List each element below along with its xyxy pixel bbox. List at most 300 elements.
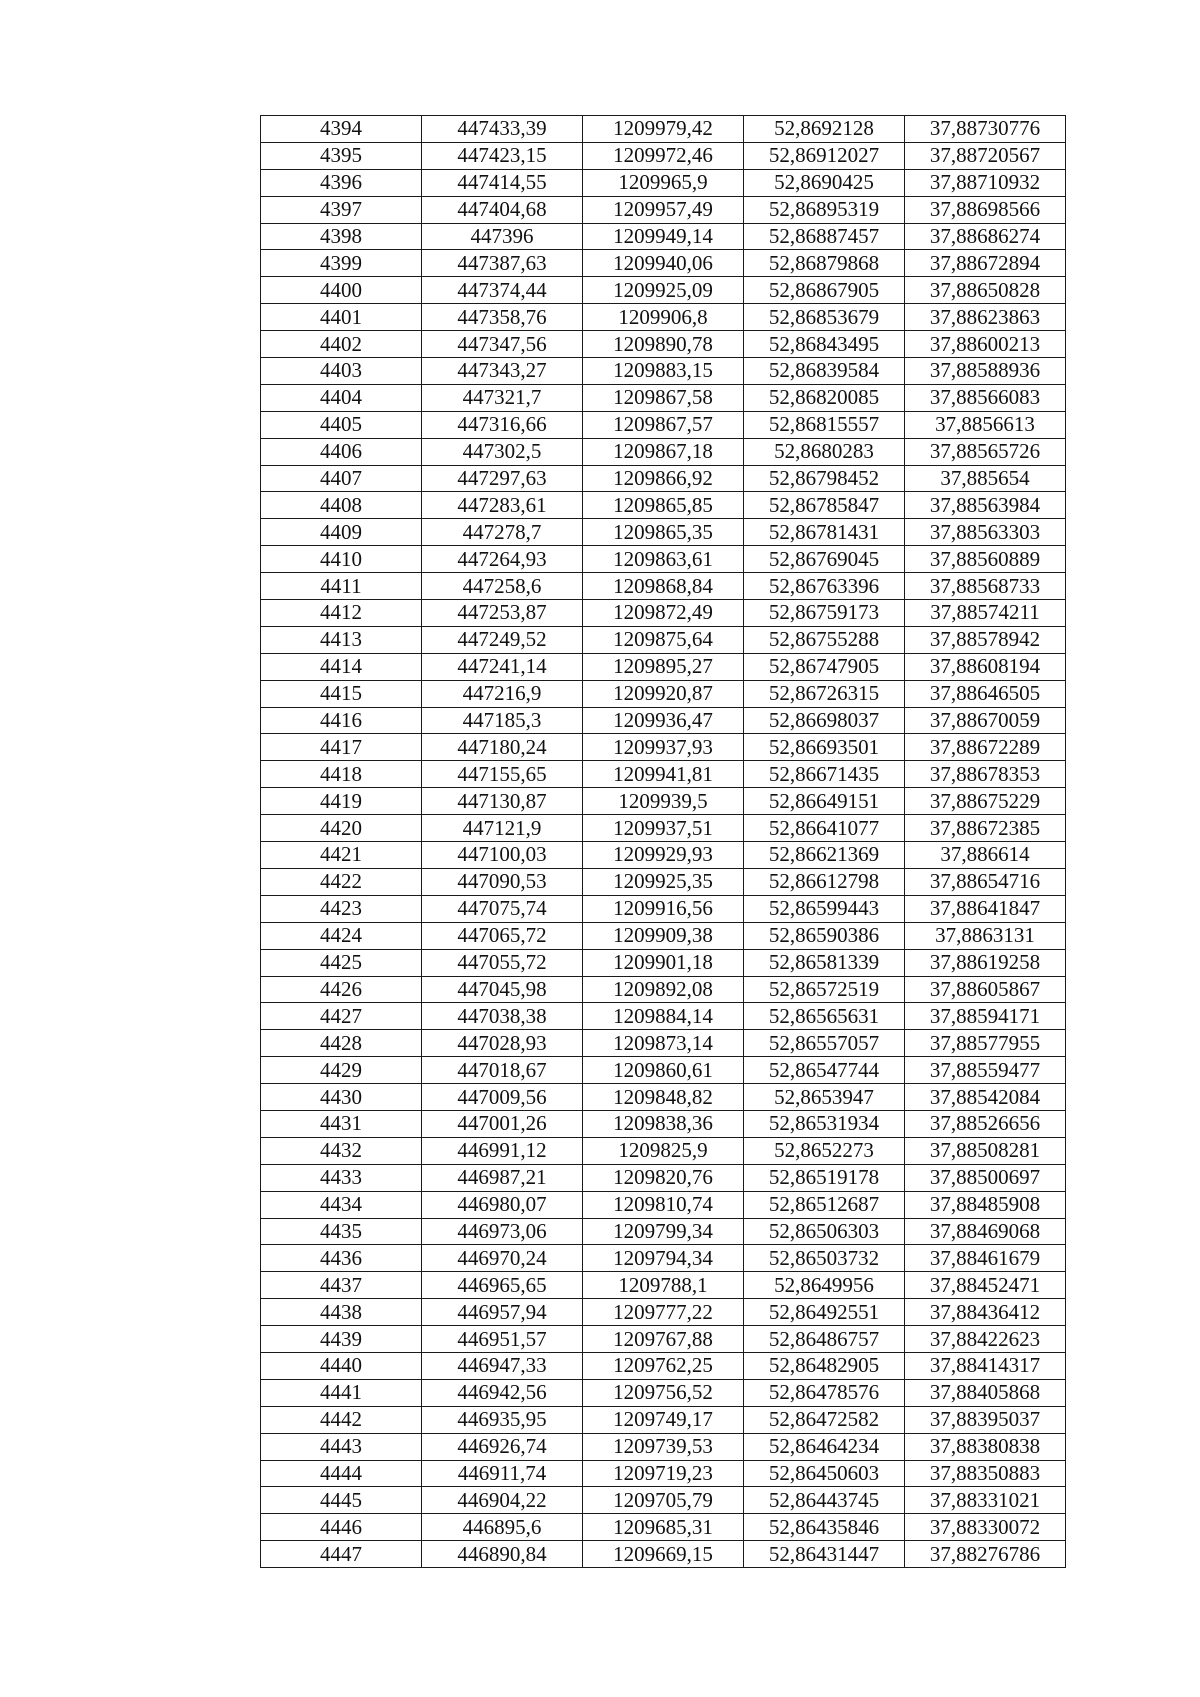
latitude-cell: 52,86879868 (744, 250, 905, 277)
y-coordinate-cell: 1209901,18 (583, 949, 744, 976)
table-row (261, 1003, 1066, 1030)
table-row (261, 1164, 1066, 1191)
x-coordinate-cell: 446935,95 (422, 1406, 583, 1433)
y-coordinate-cell: 1209788,1 (583, 1272, 744, 1299)
latitude-cell: 52,86482905 (744, 1352, 905, 1379)
table-row (261, 761, 1066, 788)
y-coordinate-cell: 1209872,49 (583, 600, 744, 627)
y-coordinate-cell: 1209756,52 (583, 1379, 744, 1406)
point-number-cell: 4442 (261, 1406, 422, 1433)
x-coordinate-cell: 447121,9 (422, 815, 583, 842)
table-row (261, 842, 1066, 869)
x-coordinate-cell: 446965,65 (422, 1272, 583, 1299)
coordinates-table-body (261, 116, 1066, 1568)
x-coordinate-cell: 447065,72 (422, 922, 583, 949)
longitude-cell: 37,88675229 (905, 788, 1066, 815)
y-coordinate-cell: 1209949,14 (583, 223, 744, 250)
table-row (261, 116, 1066, 143)
y-coordinate-cell: 1209890,78 (583, 331, 744, 358)
x-coordinate-cell: 447302,5 (422, 438, 583, 465)
table-row (261, 1299, 1066, 1326)
latitude-cell: 52,8680283 (744, 438, 905, 465)
y-coordinate-cell: 1209939,5 (583, 788, 744, 815)
latitude-cell: 52,86478576 (744, 1379, 905, 1406)
longitude-cell: 37,88331021 (905, 1487, 1066, 1514)
latitude-cell: 52,8649956 (744, 1272, 905, 1299)
table-row (261, 1191, 1066, 1218)
x-coordinate-cell: 447009,56 (422, 1084, 583, 1111)
latitude-cell: 52,86887457 (744, 223, 905, 250)
latitude-cell: 52,86726315 (744, 680, 905, 707)
point-number-cell: 4418 (261, 761, 422, 788)
table-row (261, 1057, 1066, 1084)
y-coordinate-cell: 1209929,93 (583, 842, 744, 869)
y-coordinate-cell: 1209895,27 (583, 653, 744, 680)
y-coordinate-cell: 1209937,51 (583, 815, 744, 842)
latitude-cell: 52,86621369 (744, 842, 905, 869)
table-row (261, 169, 1066, 196)
table-row (261, 438, 1066, 465)
longitude-cell: 37,88566083 (905, 384, 1066, 411)
x-coordinate-cell: 447374,44 (422, 277, 583, 304)
y-coordinate-cell: 1209957,49 (583, 196, 744, 223)
table-row (261, 1272, 1066, 1299)
latitude-cell: 52,86443745 (744, 1487, 905, 1514)
table-row (261, 519, 1066, 546)
longitude-cell: 37,88710932 (905, 169, 1066, 196)
point-number-cell: 4427 (261, 1003, 422, 1030)
longitude-cell: 37,88422623 (905, 1326, 1066, 1353)
y-coordinate-cell: 1209762,25 (583, 1352, 744, 1379)
latitude-cell: 52,86815557 (744, 411, 905, 438)
table-row (261, 1379, 1066, 1406)
latitude-cell: 52,86895319 (744, 196, 905, 223)
point-number-cell: 4437 (261, 1272, 422, 1299)
y-coordinate-cell: 1209867,58 (583, 384, 744, 411)
table-row (261, 492, 1066, 519)
point-number-cell: 4440 (261, 1352, 422, 1379)
longitude-cell: 37,885654 (905, 465, 1066, 492)
coordinates-table (260, 115, 1066, 1568)
longitude-cell: 37,88623863 (905, 304, 1066, 331)
x-coordinate-cell: 447018,67 (422, 1057, 583, 1084)
longitude-cell: 37,88542084 (905, 1084, 1066, 1111)
longitude-cell: 37,88469068 (905, 1218, 1066, 1245)
longitude-cell: 37,88605867 (905, 976, 1066, 1003)
longitude-cell: 37,8856613 (905, 411, 1066, 438)
table-row (261, 707, 1066, 734)
x-coordinate-cell: 447347,56 (422, 331, 583, 358)
table-row (261, 196, 1066, 223)
y-coordinate-cell: 1209940,06 (583, 250, 744, 277)
longitude-cell: 37,88565726 (905, 438, 1066, 465)
table-row (261, 331, 1066, 358)
table-row (261, 1433, 1066, 1460)
latitude-cell: 52,8690425 (744, 169, 905, 196)
y-coordinate-cell: 1209810,74 (583, 1191, 744, 1218)
table-row (261, 868, 1066, 895)
x-coordinate-cell: 447028,93 (422, 1030, 583, 1057)
point-number-cell: 4443 (261, 1433, 422, 1460)
point-number-cell: 4399 (261, 250, 422, 277)
x-coordinate-cell: 446895,6 (422, 1514, 583, 1541)
longitude-cell: 37,88698566 (905, 196, 1066, 223)
x-coordinate-cell: 447241,14 (422, 653, 583, 680)
y-coordinate-cell: 1209892,08 (583, 976, 744, 1003)
point-number-cell: 4415 (261, 680, 422, 707)
x-coordinate-cell: 447045,98 (422, 976, 583, 1003)
table-row (261, 922, 1066, 949)
y-coordinate-cell: 1209705,79 (583, 1487, 744, 1514)
point-number-cell: 4425 (261, 949, 422, 976)
y-coordinate-cell: 1209965,9 (583, 169, 744, 196)
table-row (261, 653, 1066, 680)
x-coordinate-cell: 447100,03 (422, 842, 583, 869)
x-coordinate-cell: 447185,3 (422, 707, 583, 734)
longitude-cell: 37,886614 (905, 842, 1066, 869)
y-coordinate-cell: 1209866,92 (583, 465, 744, 492)
point-number-cell: 4424 (261, 922, 422, 949)
table-row (261, 1245, 1066, 1272)
latitude-cell: 52,86519178 (744, 1164, 905, 1191)
point-number-cell: 4407 (261, 465, 422, 492)
point-number-cell: 4434 (261, 1191, 422, 1218)
point-number-cell: 4444 (261, 1460, 422, 1487)
longitude-cell: 37,8863131 (905, 922, 1066, 949)
y-coordinate-cell: 1209848,82 (583, 1084, 744, 1111)
longitude-cell: 37,88461679 (905, 1245, 1066, 1272)
latitude-cell: 52,86599443 (744, 895, 905, 922)
point-number-cell: 4429 (261, 1057, 422, 1084)
y-coordinate-cell: 1209972,46 (583, 142, 744, 169)
point-number-cell: 4419 (261, 788, 422, 815)
y-coordinate-cell: 1209868,84 (583, 573, 744, 600)
x-coordinate-cell: 447283,61 (422, 492, 583, 519)
table-row (261, 223, 1066, 250)
table-row (261, 788, 1066, 815)
longitude-cell: 37,88730776 (905, 116, 1066, 143)
longitude-cell: 37,88330072 (905, 1514, 1066, 1541)
table-row (261, 1137, 1066, 1164)
point-number-cell: 4410 (261, 546, 422, 573)
table-row (261, 734, 1066, 761)
longitude-cell: 37,88600213 (905, 331, 1066, 358)
latitude-cell: 52,86464234 (744, 1433, 905, 1460)
longitude-cell: 37,88641847 (905, 895, 1066, 922)
table-row (261, 1326, 1066, 1353)
table-row (261, 384, 1066, 411)
table-row (261, 1460, 1066, 1487)
latitude-cell: 52,8692128 (744, 116, 905, 143)
x-coordinate-cell: 447343,27 (422, 358, 583, 385)
point-number-cell: 4430 (261, 1084, 422, 1111)
point-number-cell: 4433 (261, 1164, 422, 1191)
longitude-cell: 37,88686274 (905, 223, 1066, 250)
x-coordinate-cell: 447001,26 (422, 1110, 583, 1137)
point-number-cell: 4405 (261, 411, 422, 438)
x-coordinate-cell: 447075,74 (422, 895, 583, 922)
point-number-cell: 4402 (261, 331, 422, 358)
y-coordinate-cell: 1209884,14 (583, 1003, 744, 1030)
longitude-cell: 37,88563984 (905, 492, 1066, 519)
x-coordinate-cell: 447278,7 (422, 519, 583, 546)
point-number-cell: 4439 (261, 1326, 422, 1353)
longitude-cell: 37,88350883 (905, 1460, 1066, 1487)
table-row (261, 680, 1066, 707)
point-number-cell: 4395 (261, 142, 422, 169)
latitude-cell: 52,86755288 (744, 626, 905, 653)
point-number-cell: 4408 (261, 492, 422, 519)
x-coordinate-cell: 446973,06 (422, 1218, 583, 1245)
x-coordinate-cell: 447258,6 (422, 573, 583, 600)
point-number-cell: 4409 (261, 519, 422, 546)
longitude-cell: 37,88672289 (905, 734, 1066, 761)
x-coordinate-cell: 446890,84 (422, 1541, 583, 1568)
longitude-cell: 37,88560889 (905, 546, 1066, 573)
y-coordinate-cell: 1209867,57 (583, 411, 744, 438)
latitude-cell: 52,86503732 (744, 1245, 905, 1272)
y-coordinate-cell: 1209883,15 (583, 358, 744, 385)
y-coordinate-cell: 1209916,56 (583, 895, 744, 922)
x-coordinate-cell: 447090,53 (422, 868, 583, 895)
x-coordinate-cell: 447387,63 (422, 250, 583, 277)
longitude-cell: 37,88650828 (905, 277, 1066, 304)
x-coordinate-cell: 446942,56 (422, 1379, 583, 1406)
point-number-cell: 4397 (261, 196, 422, 223)
y-coordinate-cell: 1209925,09 (583, 277, 744, 304)
latitude-cell: 52,86785847 (744, 492, 905, 519)
latitude-cell: 52,86557057 (744, 1030, 905, 1057)
latitude-cell: 52,86912027 (744, 142, 905, 169)
x-coordinate-cell: 447433,39 (422, 116, 583, 143)
point-number-cell: 4428 (261, 1030, 422, 1057)
point-number-cell: 4438 (261, 1299, 422, 1326)
latitude-cell: 52,86747905 (744, 653, 905, 680)
longitude-cell: 37,88568733 (905, 573, 1066, 600)
y-coordinate-cell: 1209875,64 (583, 626, 744, 653)
latitude-cell: 52,86759173 (744, 600, 905, 627)
latitude-cell: 52,86492551 (744, 1299, 905, 1326)
point-number-cell: 4406 (261, 438, 422, 465)
point-number-cell: 4441 (261, 1379, 422, 1406)
latitude-cell: 52,86698037 (744, 707, 905, 734)
longitude-cell: 37,88577955 (905, 1030, 1066, 1057)
table-row (261, 1110, 1066, 1137)
table-row (261, 895, 1066, 922)
longitude-cell: 37,88670059 (905, 707, 1066, 734)
point-number-cell: 4411 (261, 573, 422, 600)
x-coordinate-cell: 447038,38 (422, 1003, 583, 1030)
longitude-cell: 37,88678353 (905, 761, 1066, 788)
x-coordinate-cell: 447423,15 (422, 142, 583, 169)
x-coordinate-cell: 447130,87 (422, 788, 583, 815)
latitude-cell: 52,86431447 (744, 1541, 905, 1568)
longitude-cell: 37,88578942 (905, 626, 1066, 653)
table-row (261, 1030, 1066, 1057)
latitude-cell: 52,86763396 (744, 573, 905, 600)
latitude-cell: 52,86472582 (744, 1406, 905, 1433)
latitude-cell: 52,86693501 (744, 734, 905, 761)
y-coordinate-cell: 1209685,31 (583, 1514, 744, 1541)
table-row (261, 304, 1066, 331)
point-number-cell: 4421 (261, 842, 422, 869)
point-number-cell: 4416 (261, 707, 422, 734)
table-row (261, 949, 1066, 976)
y-coordinate-cell: 1209777,22 (583, 1299, 744, 1326)
longitude-cell: 37,88574211 (905, 600, 1066, 627)
table-row (261, 277, 1066, 304)
latitude-cell: 52,86506303 (744, 1218, 905, 1245)
x-coordinate-cell: 446991,12 (422, 1137, 583, 1164)
x-coordinate-cell: 447316,66 (422, 411, 583, 438)
y-coordinate-cell: 1209739,53 (583, 1433, 744, 1460)
point-number-cell: 4394 (261, 116, 422, 143)
y-coordinate-cell: 1209937,93 (583, 734, 744, 761)
longitude-cell: 37,88672385 (905, 815, 1066, 842)
table-row (261, 1541, 1066, 1568)
longitude-cell: 37,88436412 (905, 1299, 1066, 1326)
x-coordinate-cell: 447264,93 (422, 546, 583, 573)
longitude-cell: 37,88508281 (905, 1137, 1066, 1164)
y-coordinate-cell: 1209865,85 (583, 492, 744, 519)
y-coordinate-cell: 1209936,47 (583, 707, 744, 734)
table-row (261, 142, 1066, 169)
point-number-cell: 4413 (261, 626, 422, 653)
longitude-cell: 37,88500697 (905, 1164, 1066, 1191)
point-number-cell: 4420 (261, 815, 422, 842)
latitude-cell: 52,86581339 (744, 949, 905, 976)
point-number-cell: 4422 (261, 868, 422, 895)
longitude-cell: 37,88485908 (905, 1191, 1066, 1218)
y-coordinate-cell: 1209767,88 (583, 1326, 744, 1353)
longitude-cell: 37,88380838 (905, 1433, 1066, 1460)
y-coordinate-cell: 1209920,87 (583, 680, 744, 707)
table-row (261, 976, 1066, 1003)
y-coordinate-cell: 1209820,76 (583, 1164, 744, 1191)
latitude-cell: 52,8652273 (744, 1137, 905, 1164)
longitude-cell: 37,88608194 (905, 653, 1066, 680)
latitude-cell: 52,86572519 (744, 976, 905, 1003)
x-coordinate-cell: 447055,72 (422, 949, 583, 976)
point-number-cell: 4400 (261, 277, 422, 304)
table-row (261, 1514, 1066, 1541)
latitude-cell: 52,86839584 (744, 358, 905, 385)
y-coordinate-cell: 1209925,35 (583, 868, 744, 895)
x-coordinate-cell: 446926,74 (422, 1433, 583, 1460)
point-number-cell: 4446 (261, 1514, 422, 1541)
table-row (261, 600, 1066, 627)
longitude-cell: 37,88646505 (905, 680, 1066, 707)
y-coordinate-cell: 1209865,35 (583, 519, 744, 546)
y-coordinate-cell: 1209799,34 (583, 1218, 744, 1245)
latitude-cell: 52,86450603 (744, 1460, 905, 1487)
longitude-cell: 37,88563303 (905, 519, 1066, 546)
x-coordinate-cell: 447180,24 (422, 734, 583, 761)
longitude-cell: 37,88654716 (905, 868, 1066, 895)
x-coordinate-cell: 446980,07 (422, 1191, 583, 1218)
point-number-cell: 4398 (261, 223, 422, 250)
x-coordinate-cell: 447155,65 (422, 761, 583, 788)
y-coordinate-cell: 1209873,14 (583, 1030, 744, 1057)
latitude-cell: 52,86531934 (744, 1110, 905, 1137)
latitude-cell: 52,86781431 (744, 519, 905, 546)
y-coordinate-cell: 1209906,8 (583, 304, 744, 331)
table-row (261, 626, 1066, 653)
y-coordinate-cell: 1209941,81 (583, 761, 744, 788)
y-coordinate-cell: 1209794,34 (583, 1245, 744, 1272)
point-number-cell: 4417 (261, 734, 422, 761)
x-coordinate-cell: 447396 (422, 223, 583, 250)
latitude-cell: 52,86769045 (744, 546, 905, 573)
y-coordinate-cell: 1209825,9 (583, 1137, 744, 1164)
table-row (261, 546, 1066, 573)
point-number-cell: 4401 (261, 304, 422, 331)
longitude-cell: 37,88559477 (905, 1057, 1066, 1084)
table-row (261, 1084, 1066, 1111)
x-coordinate-cell: 447297,63 (422, 465, 583, 492)
longitude-cell: 37,88619258 (905, 949, 1066, 976)
y-coordinate-cell: 1209979,42 (583, 116, 744, 143)
x-coordinate-cell: 446970,24 (422, 1245, 583, 1272)
longitude-cell: 37,88452471 (905, 1272, 1066, 1299)
latitude-cell: 52,86512687 (744, 1191, 905, 1218)
x-coordinate-cell: 447216,9 (422, 680, 583, 707)
x-coordinate-cell: 447321,7 (422, 384, 583, 411)
x-coordinate-cell: 446987,21 (422, 1164, 583, 1191)
point-number-cell: 4412 (261, 600, 422, 627)
longitude-cell: 37,88594171 (905, 1003, 1066, 1030)
longitude-cell: 37,88405868 (905, 1379, 1066, 1406)
longitude-cell: 37,88276786 (905, 1541, 1066, 1568)
latitude-cell: 52,8653947 (744, 1084, 905, 1111)
y-coordinate-cell: 1209863,61 (583, 546, 744, 573)
point-number-cell: 4431 (261, 1110, 422, 1137)
table-row (261, 465, 1066, 492)
latitude-cell: 52,86843495 (744, 331, 905, 358)
y-coordinate-cell: 1209669,15 (583, 1541, 744, 1568)
latitude-cell: 52,86486757 (744, 1326, 905, 1353)
latitude-cell: 52,86612798 (744, 868, 905, 895)
x-coordinate-cell: 446951,57 (422, 1326, 583, 1353)
table-row (261, 1352, 1066, 1379)
latitude-cell: 52,86867905 (744, 277, 905, 304)
x-coordinate-cell: 446947,33 (422, 1352, 583, 1379)
latitude-cell: 52,86435846 (744, 1514, 905, 1541)
latitude-cell: 52,86671435 (744, 761, 905, 788)
table-row (261, 1218, 1066, 1245)
x-coordinate-cell: 446904,22 (422, 1487, 583, 1514)
y-coordinate-cell: 1209860,61 (583, 1057, 744, 1084)
y-coordinate-cell: 1209909,38 (583, 922, 744, 949)
point-number-cell: 4432 (261, 1137, 422, 1164)
latitude-cell: 52,86590386 (744, 922, 905, 949)
table-row (261, 815, 1066, 842)
point-number-cell: 4404 (261, 384, 422, 411)
latitude-cell: 52,86820085 (744, 384, 905, 411)
table-row (261, 573, 1066, 600)
x-coordinate-cell: 447358,76 (422, 304, 583, 331)
longitude-cell: 37,88414317 (905, 1352, 1066, 1379)
table-row (261, 411, 1066, 438)
longitude-cell: 37,88720567 (905, 142, 1066, 169)
point-number-cell: 4423 (261, 895, 422, 922)
y-coordinate-cell: 1209867,18 (583, 438, 744, 465)
table-row (261, 1406, 1066, 1433)
point-number-cell: 4436 (261, 1245, 422, 1272)
point-number-cell: 4447 (261, 1541, 422, 1568)
latitude-cell: 52,86565631 (744, 1003, 905, 1030)
latitude-cell: 52,86641077 (744, 815, 905, 842)
